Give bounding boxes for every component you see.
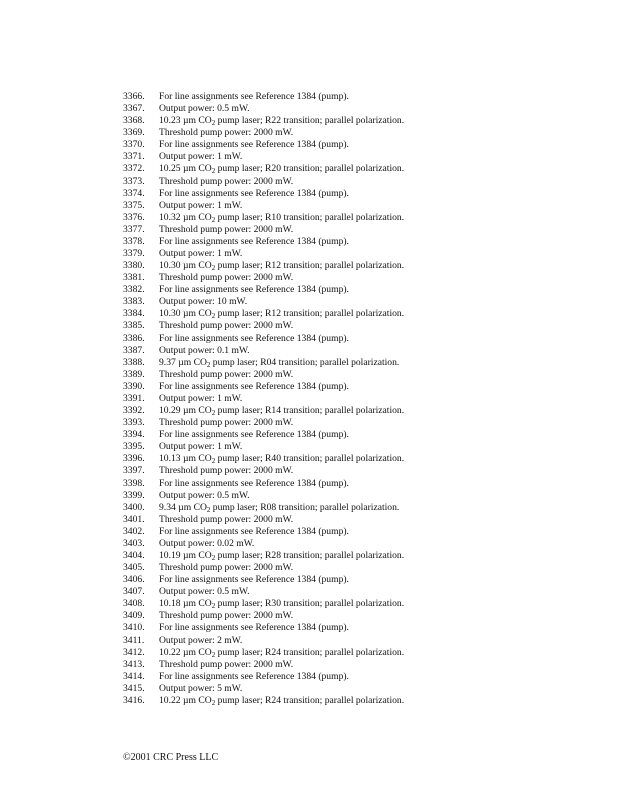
note-number: 3380. bbox=[123, 260, 145, 272]
note-number: 3372. bbox=[123, 163, 145, 175]
note-text: Threshold pump power: 2000 mW. bbox=[159, 127, 294, 139]
note-row bbox=[123, 417, 583, 429]
note-text: 9.37 µm $CO_2$ pump laser; R04 transition; parallel polarization. bbox=[159, 356, 400, 369]
note-number: 3399. bbox=[123, 489, 145, 501]
note-number: 3413. bbox=[123, 658, 145, 670]
note-text: Threshold pump power: 2000 mW. bbox=[159, 223, 294, 235]
note-number: 3412. bbox=[123, 646, 145, 658]
note-text: Output power: 0.02 mW. bbox=[159, 537, 255, 549]
note-number: 3367. bbox=[123, 103, 145, 115]
note-row bbox=[123, 320, 583, 332]
note-text: 10.13 µm $CO_2$ pump laser; R40 transition; parallel polarization. bbox=[159, 453, 405, 466]
note-number: 3376. bbox=[123, 211, 145, 223]
note-row bbox=[123, 659, 583, 671]
note-row bbox=[123, 393, 583, 405]
note-text: Threshold pump power: 2000 mW. bbox=[159, 562, 294, 574]
note-text: Output power: 1 mW. bbox=[159, 441, 243, 453]
note-number: 3392. bbox=[123, 405, 145, 417]
note-row bbox=[123, 260, 583, 272]
note-text: 10.23 µm $CO_2$ pump laser; R22 transition; parallel polarization. bbox=[159, 115, 405, 128]
note-row bbox=[123, 200, 583, 212]
note-row bbox=[123, 357, 583, 369]
note-text: Threshold pump power: 2000 mW. bbox=[159, 368, 294, 380]
note-row bbox=[123, 103, 583, 115]
note-row bbox=[123, 405, 583, 417]
notes-list bbox=[123, 91, 583, 707]
note-number: 3406. bbox=[123, 574, 145, 586]
note-row bbox=[123, 176, 583, 188]
note-number: 3366. bbox=[123, 91, 145, 102]
note-number: 3415. bbox=[123, 682, 145, 694]
note-row bbox=[123, 151, 583, 163]
note-number: 3383. bbox=[123, 296, 145, 308]
note-number: 3390. bbox=[123, 380, 145, 392]
note-number: 3414. bbox=[123, 670, 145, 682]
note-text: 10.19 µm $CO_2$ pump laser; R28 transition; parallel polarization. bbox=[159, 549, 405, 562]
note-number: 3370. bbox=[123, 139, 145, 151]
note-row bbox=[123, 538, 583, 550]
note-row bbox=[123, 381, 583, 393]
note-row bbox=[123, 127, 583, 139]
note-row bbox=[123, 296, 583, 308]
note-number: 3388. bbox=[123, 356, 145, 368]
note-text: 10.29 µm $CO_2$ pump laser; R14 transition; parallel polarization. bbox=[159, 405, 405, 418]
note-text: Output power: 0.5 mW. bbox=[159, 103, 250, 115]
note-row bbox=[123, 429, 583, 441]
note-row bbox=[123, 598, 583, 610]
note-text: Threshold pump power: 2000 mW. bbox=[159, 658, 294, 670]
note-row bbox=[123, 284, 583, 296]
note-number: 3385. bbox=[123, 320, 145, 332]
note-text: 10.22 µm $CO_2$ pump laser; R24 transition; parallel polarization. bbox=[159, 694, 405, 707]
note-text: For line assignments see Reference 1384 (pump). bbox=[159, 670, 349, 682]
note-row bbox=[123, 163, 583, 175]
note-number: 3384. bbox=[123, 308, 145, 320]
note-number: 3389. bbox=[123, 368, 145, 380]
note-number: 3393. bbox=[123, 417, 145, 429]
note-text: For line assignments see Reference 1384 (pump). bbox=[159, 622, 349, 634]
note-text: For line assignments see Reference 1384 (pump). bbox=[159, 477, 349, 489]
note-number: 3396. bbox=[123, 453, 145, 465]
note-row bbox=[123, 695, 583, 707]
note-row bbox=[123, 610, 583, 622]
note-number: 3411. bbox=[123, 634, 145, 646]
note-row bbox=[123, 622, 583, 634]
note-text: Threshold pump power: 2000 mW. bbox=[159, 320, 294, 332]
note-number: 3410. bbox=[123, 622, 145, 634]
note-number: 3375. bbox=[123, 199, 145, 211]
note-number: 3405. bbox=[123, 562, 145, 574]
note-text: Output power: 1 mW. bbox=[159, 392, 243, 404]
note-row bbox=[123, 514, 583, 526]
note-row bbox=[123, 647, 583, 659]
note-row bbox=[123, 308, 583, 320]
note-row bbox=[123, 586, 583, 598]
note-text: Output power: 0.5 mW. bbox=[159, 586, 250, 598]
note-number: 3373. bbox=[123, 175, 145, 187]
note-text: Output power: 1 mW. bbox=[159, 248, 243, 260]
note-number: 3404. bbox=[123, 549, 145, 561]
note-text: Threshold pump power: 2000 mW. bbox=[159, 175, 294, 187]
note-number: 3400. bbox=[123, 501, 145, 513]
note-number: 3409. bbox=[123, 610, 145, 622]
note-row bbox=[123, 490, 583, 502]
note-number: 3391. bbox=[123, 392, 145, 404]
note-text: Threshold pump power: 2000 mW. bbox=[159, 610, 294, 622]
note-row bbox=[123, 248, 583, 260]
note-text: For line assignments see Reference 1384 (pump). bbox=[159, 525, 349, 537]
note-row bbox=[123, 478, 583, 490]
note-text: For line assignments see Reference 1384 (pump). bbox=[159, 187, 349, 199]
note-number: 3374. bbox=[123, 187, 145, 199]
note-row bbox=[123, 345, 583, 357]
note-number: 3416. bbox=[123, 694, 145, 706]
note-row bbox=[123, 139, 583, 151]
note-text: For line assignments see Reference 1384 (pump). bbox=[159, 429, 349, 441]
note-text: 10.25 µm $CO_2$ pump laser; R20 transition; parallel polarization. bbox=[159, 163, 405, 176]
note-row bbox=[123, 574, 583, 586]
note-text: For line assignments see Reference 1384 (pump). bbox=[159, 380, 349, 392]
note-text: For line assignments see Reference 1384 (pump). bbox=[159, 574, 349, 586]
note-row bbox=[123, 465, 583, 477]
note-text: 10.32 µm $CO_2$ pump laser; R10 transition; parallel polarization. bbox=[159, 211, 405, 224]
note-text: For line assignments see Reference 1384 (pump). bbox=[159, 332, 349, 344]
note-text: 10.30 µm $CO_2$ pump laser; R12 transition; parallel polarization. bbox=[159, 308, 405, 321]
note-row bbox=[123, 224, 583, 236]
note-number: 3408. bbox=[123, 598, 145, 610]
note-number: 3369. bbox=[123, 127, 145, 139]
note-row bbox=[123, 212, 583, 224]
note-text: Output power: 0.1 mW. bbox=[159, 344, 250, 356]
note-text: Threshold pump power: 2000 mW. bbox=[159, 417, 294, 429]
note-text: Threshold pump power: 2000 mW. bbox=[159, 465, 294, 477]
note-number: 3398. bbox=[123, 477, 145, 489]
note-row bbox=[123, 91, 583, 103]
note-number: 3368. bbox=[123, 115, 145, 127]
note-number: 3387. bbox=[123, 344, 145, 356]
note-text: Output power: 2 mW. bbox=[159, 634, 243, 646]
note-text: Output power: 10 mW. bbox=[159, 296, 248, 308]
note-text: 10.30 µm $CO_2$ pump laser; R12 transition; parallel polarization. bbox=[159, 260, 405, 273]
note-text: 10.22 µm $CO_2$ pump laser; R24 transition; parallel polarization. bbox=[159, 646, 405, 659]
note-row bbox=[123, 502, 583, 514]
note-row bbox=[123, 272, 583, 284]
note-text: For line assignments see Reference 1384 (pump). bbox=[159, 235, 349, 247]
note-row bbox=[123, 635, 583, 647]
note-number: 3395. bbox=[123, 441, 145, 453]
note-text: Output power: 0.5 mW. bbox=[159, 489, 250, 501]
note-number: 3377. bbox=[123, 223, 145, 235]
note-text: For line assignments see Reference 1384 (pump). bbox=[159, 91, 349, 102]
note-text: For line assignments see Reference 1384 (pump). bbox=[159, 284, 349, 296]
note-number: 3401. bbox=[123, 513, 145, 525]
note-number: 3407. bbox=[123, 586, 145, 598]
note-text: Output power: 1 mW. bbox=[159, 199, 243, 211]
note-number: 3382. bbox=[123, 284, 145, 296]
note-number: 3402. bbox=[123, 525, 145, 537]
note-number: 3381. bbox=[123, 272, 145, 284]
note-row bbox=[123, 671, 583, 683]
copyright-footer: ©2001 CRC Press LLC bbox=[123, 752, 219, 763]
note-text: Threshold pump power: 2000 mW. bbox=[159, 513, 294, 525]
note-number: 3371. bbox=[123, 151, 145, 163]
note-number: 3378. bbox=[123, 235, 145, 247]
note-row bbox=[123, 526, 583, 538]
note-number: 3397. bbox=[123, 465, 145, 477]
note-row bbox=[123, 562, 583, 574]
note-text: 9.34 µm $CO_2$ pump laser; R08 transition; parallel polarization. bbox=[159, 501, 400, 514]
note-number: 3394. bbox=[123, 429, 145, 441]
note-row bbox=[123, 453, 583, 465]
note-number: 3386. bbox=[123, 332, 145, 344]
note-row bbox=[123, 683, 583, 695]
note-row bbox=[123, 236, 583, 248]
note-row bbox=[123, 333, 583, 345]
note-row bbox=[123, 369, 583, 381]
note-number: 3403. bbox=[123, 537, 145, 549]
note-text: Output power: 1 mW. bbox=[159, 151, 243, 163]
note-row bbox=[123, 115, 583, 127]
note-text: Threshold pump power: 2000 mW. bbox=[159, 272, 294, 284]
note-text: For line assignments see Reference 1384 (pump). bbox=[159, 139, 349, 151]
note-text: Output power: 5 mW. bbox=[159, 682, 243, 694]
note-text: 10.18 µm $CO_2$ pump laser; R30 transition; parallel polarization. bbox=[159, 598, 405, 611]
note-row bbox=[123, 441, 583, 453]
note-number: 3379. bbox=[123, 248, 145, 260]
note-row bbox=[123, 550, 583, 562]
note-row bbox=[123, 188, 583, 200]
